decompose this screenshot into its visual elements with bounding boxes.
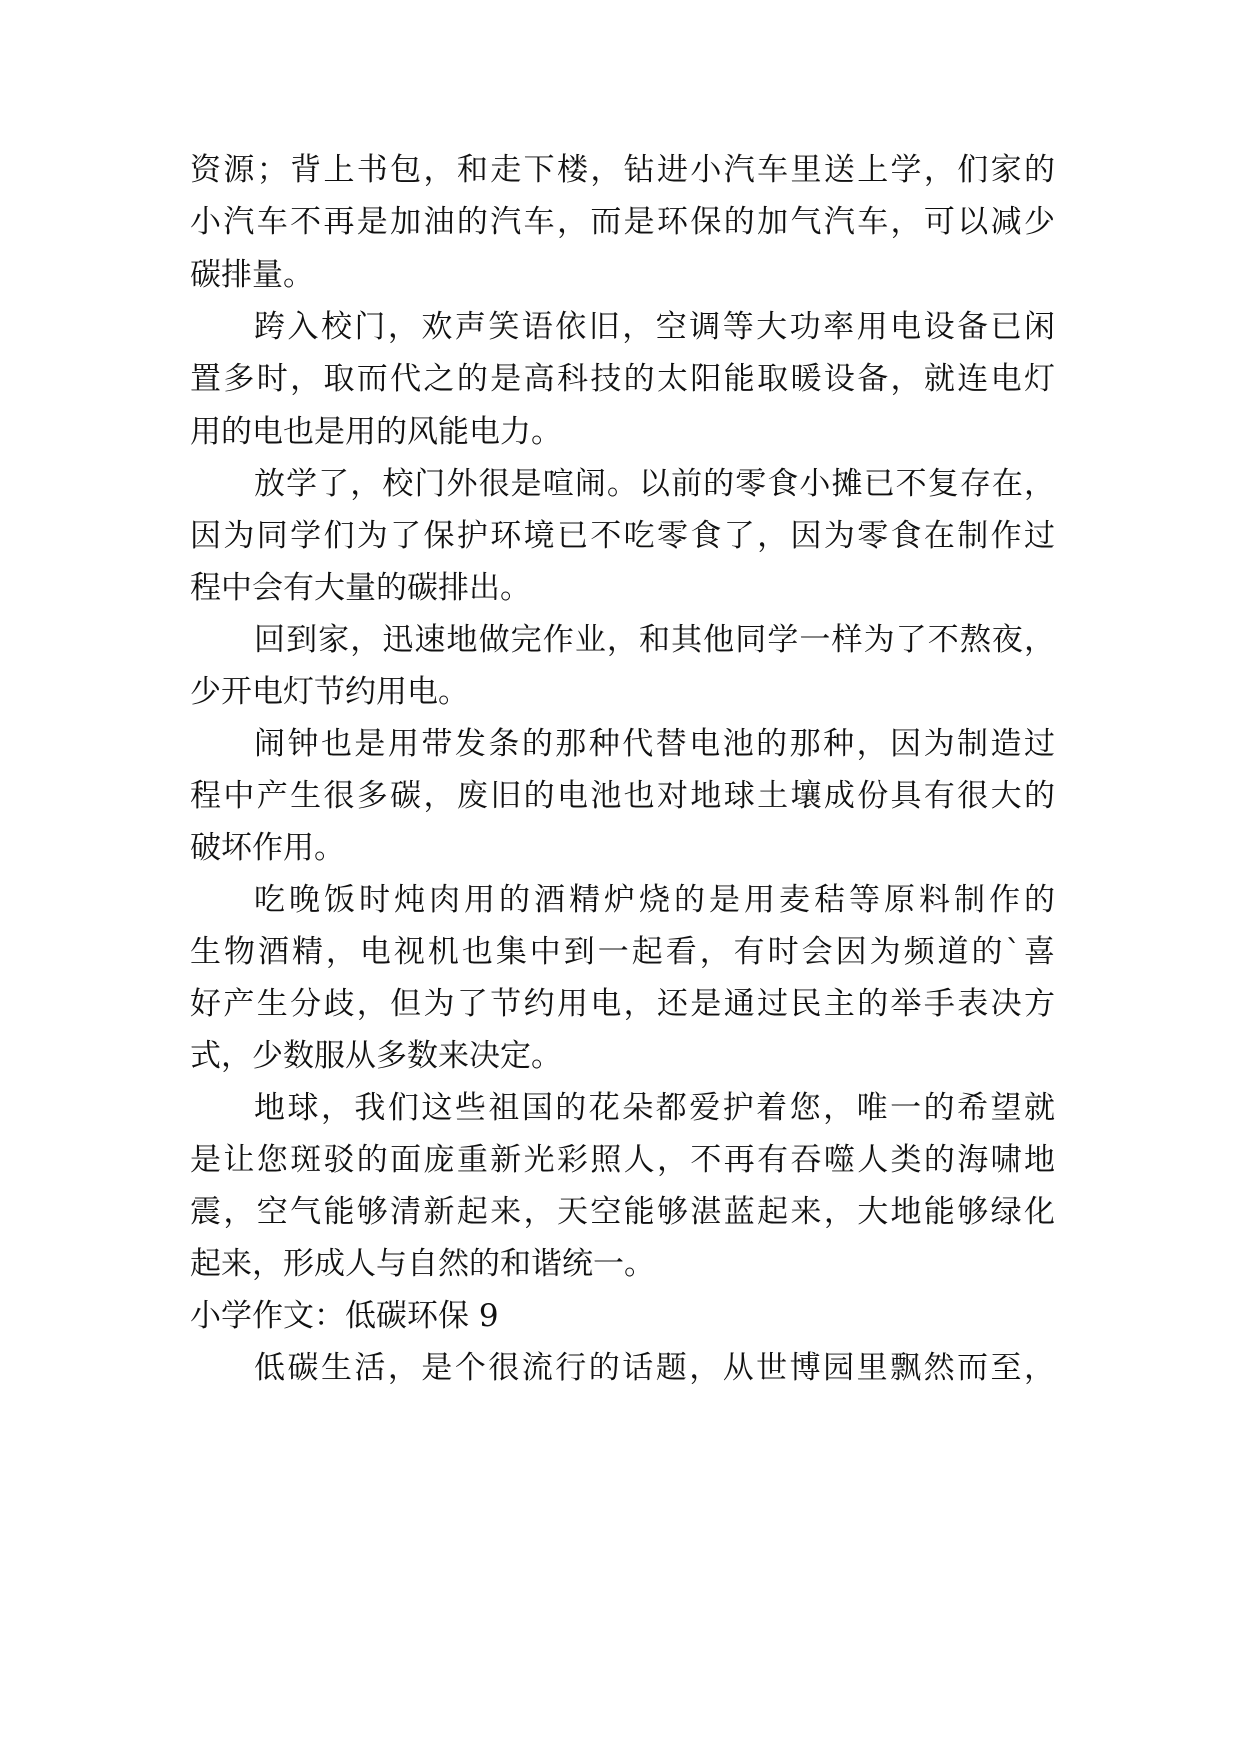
- paragraph-4-line-1: 回到家，迅速地做完作业，和其他同学一样为了不熬夜，: [254, 622, 1055, 658]
- paragraph-6-line-2: 生物酒精，电视机也集中到一起看，有时会因为频道的`喜: [190, 934, 1055, 970]
- paragraph-3-line-2: 因为同学们为了保护环境已不吃零食了，因为零食在制作过: [190, 518, 1055, 554]
- paragraph-6-line-3: 好产生分歧，但为了节约用电，还是通过民主的举手表决方: [190, 986, 1055, 1022]
- paragraph-4-line-2: 少开电灯节约用电。: [190, 674, 469, 710]
- paragraph-5-line-2: 程中产生很多碳，废旧的电池也对地球土壤成份具有很大的: [190, 778, 1055, 814]
- paragraph-3-line-3: 程中会有大量的碳排出。: [190, 570, 531, 606]
- paragraph-5-line-3: 破坏作用。: [190, 830, 345, 866]
- paragraph-6-line-1: 吃晚饭时炖肉用的酒精炉烧的是用麦秸等原料制作的: [254, 882, 1055, 918]
- paragraph-7-line-4: 起来，形成人与自然的和谐统一。: [190, 1246, 655, 1282]
- paragraph-6-line-4: 式，少数服从多数来决定。: [190, 1038, 562, 1074]
- paragraph-7-line-2: 是让您斑驳的面庞重新光彩照人，不再有吞噬人类的海啸地: [190, 1142, 1055, 1178]
- paragraph-5-line-1: 闹钟也是用带发条的那种代替电池的那种，因为制造过: [254, 726, 1055, 762]
- paragraph-2-line-3: 用的电也是用的风能电力。: [190, 414, 562, 450]
- paragraph-1-line-3: 碳排量。: [190, 257, 314, 293]
- paragraph-1-line-2: 小汽车不再是加油的汽车，而是环保的加气汽车，可以减少: [190, 204, 1055, 240]
- paragraph-3-line-1: 放学了，校门外很是喧闹。以前的零食小摊已不复存在，: [254, 466, 1055, 502]
- paragraph-2-line-1: 跨入校门，欢声笑语依旧，空调等大功率用电设备已闲: [254, 309, 1055, 345]
- paragraph-7-line-3: 震，空气能够清新起来，天空能够湛蓝起来，大地能够绿化: [190, 1194, 1055, 1230]
- final-paragraph-line-1: 低碳生活，是个很流行的话题，从世博园里飘然而至，: [254, 1350, 1055, 1386]
- paragraph-1-line-1: 资源；背上书包，和走下楼，钻进小汽车里送上学，们家的: [190, 152, 1055, 188]
- essay-heading: 小学作文：低碳环保 9: [190, 1298, 499, 1334]
- paragraph-7-line-1: 地球，我们这些祖国的花朵都爱护着您，唯一的希望就: [254, 1090, 1055, 1126]
- paragraph-2-line-2: 置多时，取而代之的是高科技的太阳能取暖设备，就连电灯: [190, 361, 1055, 397]
